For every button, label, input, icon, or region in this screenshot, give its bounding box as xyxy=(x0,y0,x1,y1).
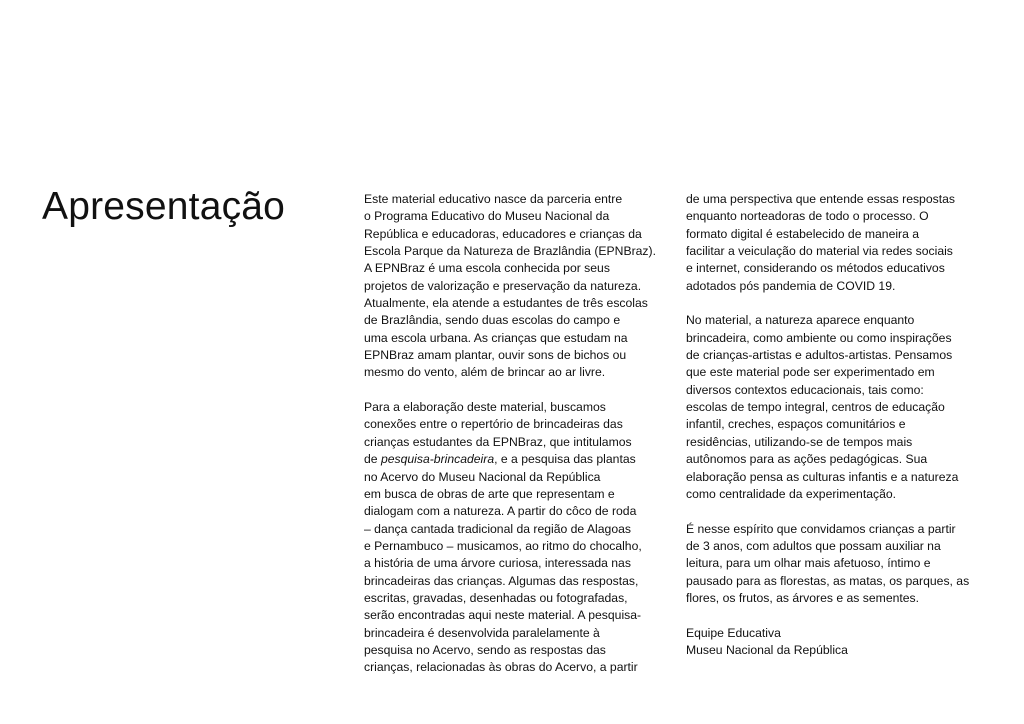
text-line: enquanto norteadoras de todo o processo. O xyxy=(686,209,929,224)
signature-team: Equipe Educativa xyxy=(686,625,781,640)
text-line: o Programa Educativo do Museu Nacional da xyxy=(364,209,610,224)
text-line: crianças, relacionadas às obras do Acervo, a partir xyxy=(364,660,638,675)
text-line: formato digital é estabelecido de maneira a xyxy=(686,226,920,241)
text-line: EPNBraz amam plantar, ouvir sons de bichos ou xyxy=(364,348,627,363)
text-line: de uma perspectiva que entende essas respostas xyxy=(686,192,955,206)
text-line: conexões entre o repertório de brincadeiras das xyxy=(364,417,623,432)
text-line: e Pernambuco – musicamos, ao ritmo do chocalho, xyxy=(364,538,642,553)
paragraph-research xyxy=(364,399,676,677)
paragraph-digital-format xyxy=(686,191,986,295)
text-line: facilitar a veiculação do material via redes sociais xyxy=(686,244,953,259)
paragraph-spacer xyxy=(686,295,986,312)
text-column-left xyxy=(364,191,676,677)
text-line: flores, os frutos, as árvores e as sementes. xyxy=(686,590,920,605)
text-line: de 3 anos, com adultos que possam auxiliar na xyxy=(686,538,941,553)
text-line-mixed xyxy=(364,451,676,468)
text-line: brincadeiras das crianças. Algumas das respostas, xyxy=(364,573,639,588)
text-line: uma escola urbana. As crianças que estudam na xyxy=(364,330,628,345)
text-line: dialogam com a natureza. A partir do côco de roda xyxy=(364,504,637,519)
text-line: que este material pode ser experimentado em xyxy=(686,365,935,380)
text-line: pausado para as florestas, as matas, os parques, as xyxy=(686,573,970,588)
page-title: Apresentação xyxy=(42,185,286,228)
text-line: autônomos para as ações pedagógicas. Sua xyxy=(686,452,928,467)
text-line: leitura, para um olhar mais afetuoso, íntimo e xyxy=(686,556,931,571)
text-line: projetos de valorização e preservação da natureza. xyxy=(364,278,642,293)
text-line: adotados pós pandemia de COVID 19. xyxy=(686,278,896,293)
paragraph-intro xyxy=(364,191,676,382)
text-line: de crianças-artistas e adultos-artistas. Pensamos xyxy=(686,348,953,363)
text-line: brincadeira, como ambiente ou como inspirações xyxy=(686,330,952,345)
paragraph-spacer xyxy=(364,382,676,399)
text-line: A EPNBraz é uma escola conhecida por seus xyxy=(364,261,610,276)
text-line: diversos contextos educacionais, tais como: xyxy=(686,382,924,397)
text-line: Este material educativo nasce da parceria entre xyxy=(364,192,623,206)
text-line: República e educadoras, educadores e crianças da xyxy=(364,226,642,241)
text-line: serão encontradas aqui neste material. A pesquisa- xyxy=(364,608,642,623)
text-line: elaboração pensa as culturas infantis e a natureza xyxy=(686,469,959,484)
text-line: e internet, considerando os métodos educativos xyxy=(686,261,945,276)
italic-term: pesquisa-brincadeira xyxy=(380,452,495,467)
text-line: Atualmente, ela atende a estudantes de três escolas xyxy=(364,296,648,311)
text-fragment: , e a pesquisa das plantas xyxy=(494,452,636,467)
text-line: no Acervo do Museu Nacional da República xyxy=(364,469,601,484)
text-line: como centralidade da experimentação. xyxy=(686,486,897,501)
text-line: brincadeira é desenvolvida paralelamente à xyxy=(364,625,600,640)
paragraph-spacer xyxy=(686,503,986,520)
paragraph-nature xyxy=(686,312,986,503)
text-line: escolas de tempo integral, centros de educação xyxy=(686,400,945,415)
paragraph-invitation xyxy=(686,521,986,608)
text-line: escritas, gravadas, desenhadas ou fotografadas, xyxy=(364,590,628,605)
text-line: residências, utilizando-se de tempos mais xyxy=(686,434,913,449)
text-line: No material, a natureza aparece enquanto xyxy=(686,313,915,328)
text-line: de Brazlândia, sendo duas escolas do campo e xyxy=(364,313,621,328)
text-line: – dança cantada tradicional da região de Alagoas xyxy=(364,521,631,536)
text-line: infantil, creches, espaços comunitários e xyxy=(686,417,906,432)
text-line: Para a elaboração deste material, buscamos xyxy=(364,400,606,415)
text-line: Escola Parque da Natureza de Brazlândia (EPNBraz). xyxy=(364,244,656,259)
text-line: mesmo do vento, além de brincar ao ar livre. xyxy=(364,365,606,380)
text-line: crianças estudantes da EPNBraz, que intitulamos xyxy=(364,434,632,449)
text-line: É nesse espírito que convidamos crianças a partir xyxy=(686,521,956,536)
text-line: em busca de obras de arte que representam e xyxy=(364,486,615,501)
text-line: a história de uma árvore curiosa, interessada nas xyxy=(364,556,631,571)
signature xyxy=(686,625,986,660)
signature-museum: Museu Nacional da República xyxy=(686,642,848,657)
text-fragment: de xyxy=(364,452,381,467)
text-line: pesquisa no Acervo, sendo as respostas das xyxy=(364,642,606,657)
text-column-right xyxy=(686,191,986,659)
paragraph-spacer xyxy=(686,607,986,624)
